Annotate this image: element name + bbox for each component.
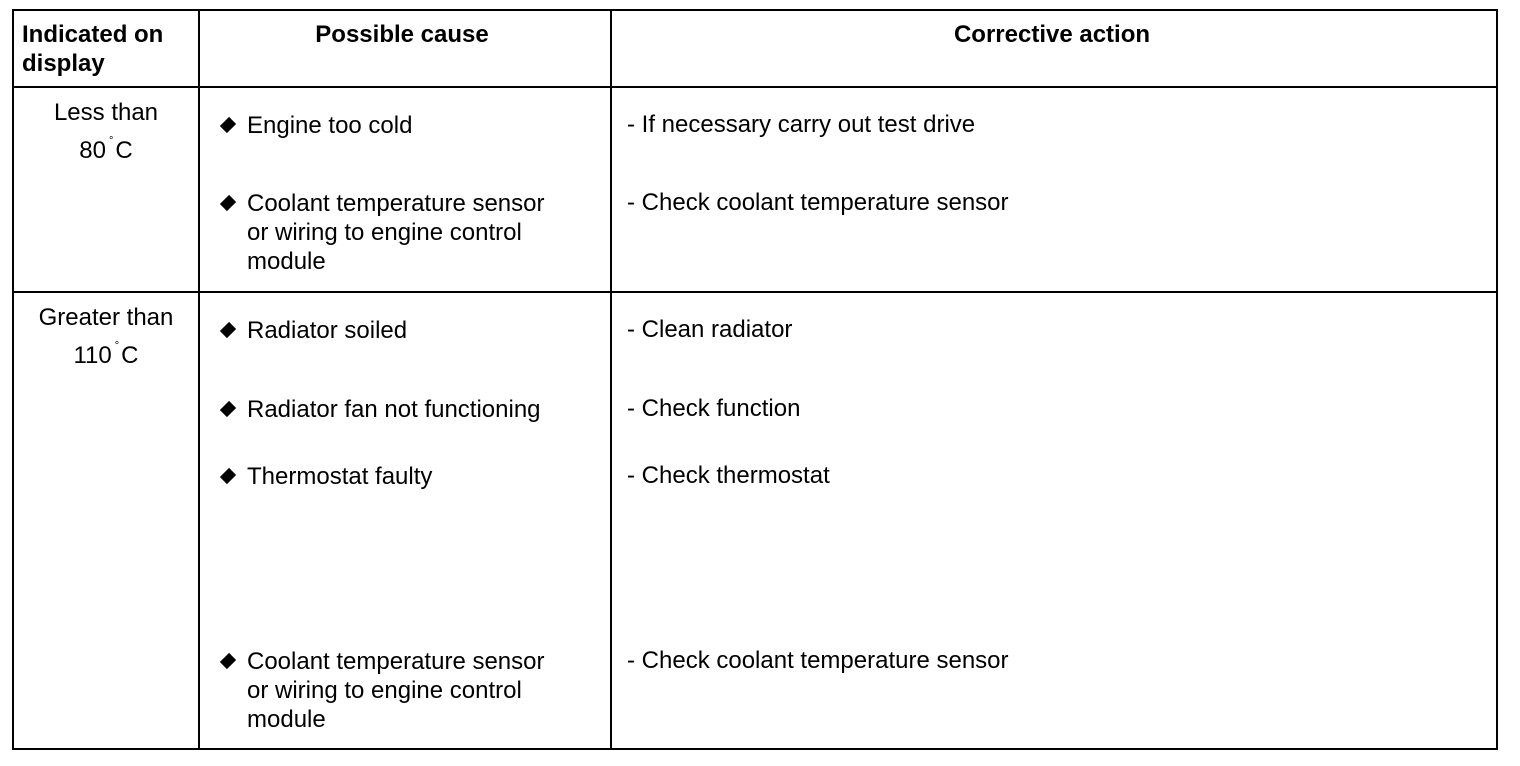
header-corrective-action: Corrective action	[953, 21, 1151, 48]
column-divider-1	[198, 9, 200, 750]
action-check-coolant-sensor-low: - Check coolant temperature sensor	[627, 189, 1009, 216]
action-check-coolant-sensor-high: - Check coolant temperature sensor	[627, 647, 1009, 674]
cause-engine-too-cold: Engine too cold	[247, 112, 413, 139]
indicated-value-high: Greater than 110 °C	[38, 304, 174, 369]
header-indicated-on-display: Indicated on display	[22, 21, 164, 77]
cause-radiator-fan: Radiator fan not functioning	[247, 396, 541, 423]
cause-coolant-sensor-low: Coolant temperature sensor or wiring to engine control module	[247, 190, 545, 275]
cause-coolant-sensor-high: Coolant temperature sensor or wiring to engine control module	[247, 648, 545, 733]
action-check-thermostat: - Check thermostat	[627, 462, 830, 489]
action-check-function: - Check function	[627, 395, 801, 422]
header-possible-cause: Possible cause	[315, 21, 489, 48]
column-divider-2	[610, 9, 612, 750]
cause-radiator-soiled: Radiator soiled	[247, 317, 408, 344]
group-divider	[12, 291, 1498, 293]
cause-thermostat-faulty: Thermostat faulty	[247, 463, 433, 490]
action-test-drive: - If necessary carry out test drive	[627, 111, 976, 138]
action-clean-radiator: - Clean radiator	[627, 316, 793, 343]
header-divider	[12, 86, 1498, 88]
indicated-value-low: Less than 80 °C	[53, 99, 159, 164]
